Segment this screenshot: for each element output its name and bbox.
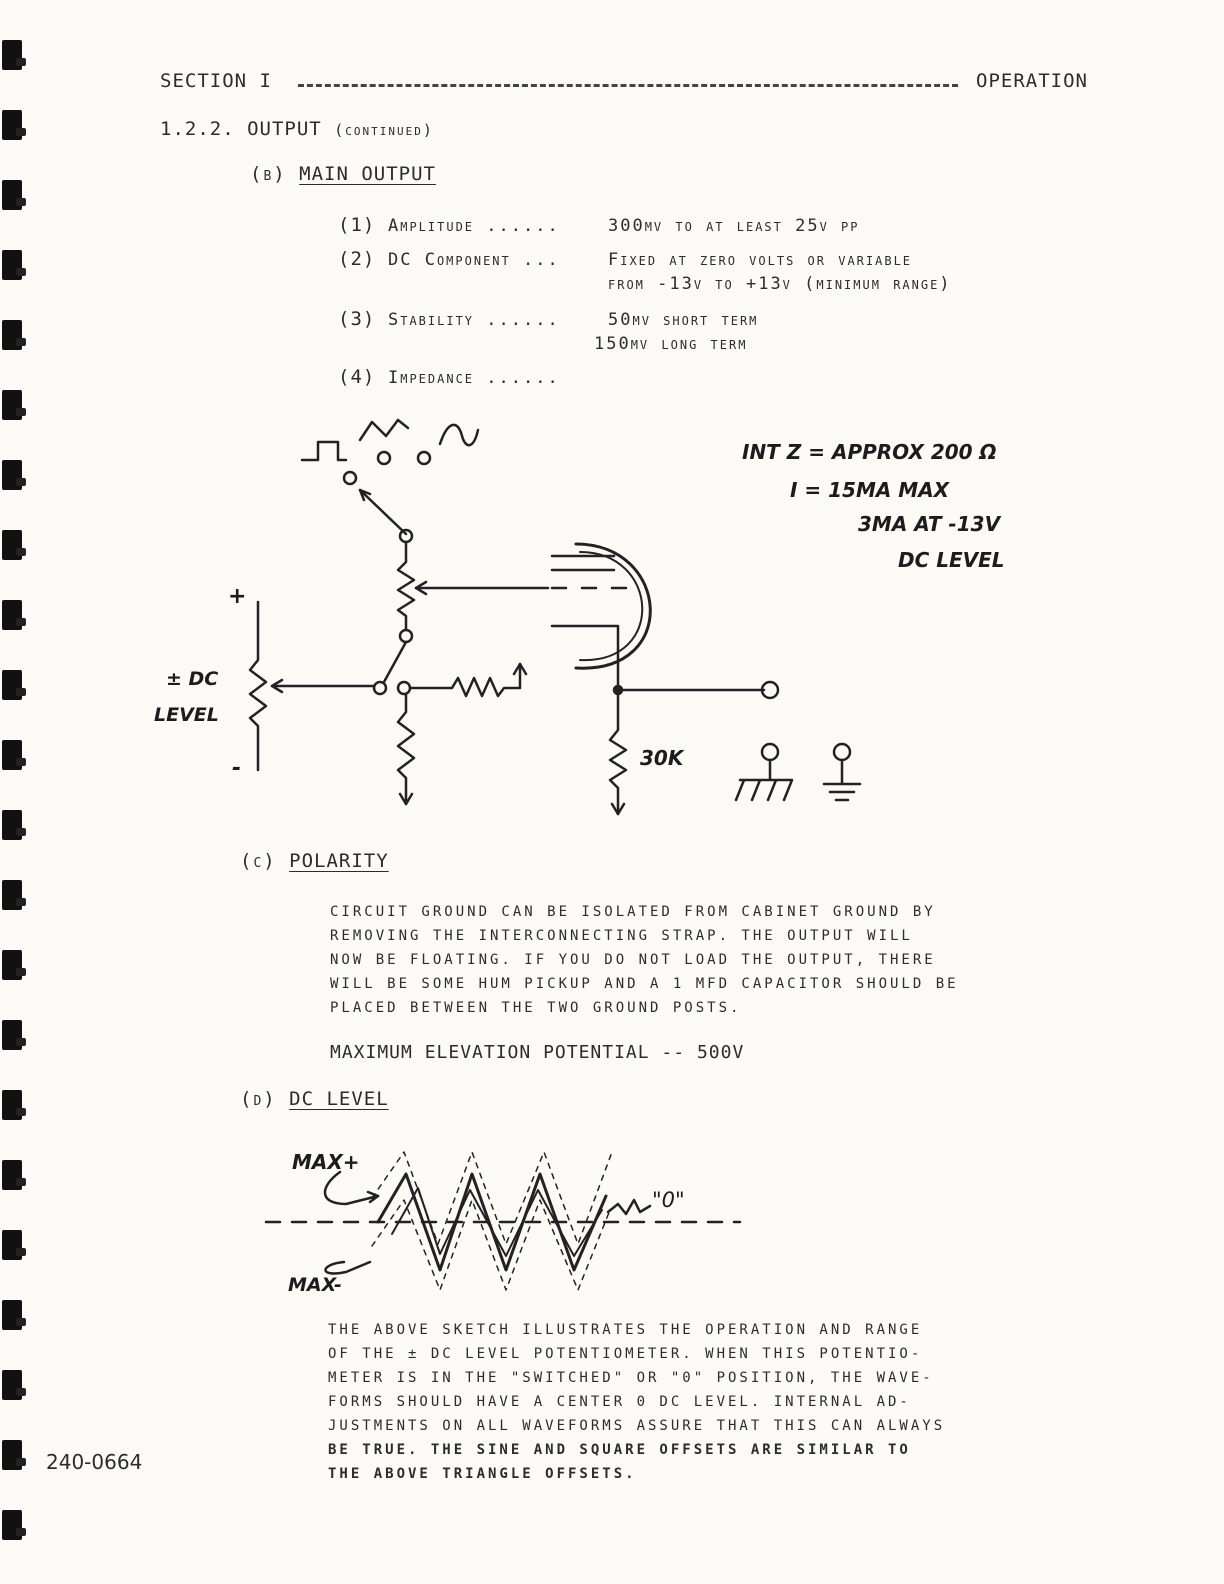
circuit-ground-post [834, 744, 850, 760]
level-label: LEVEL [154, 704, 219, 726]
max-minus-pointer [326, 1262, 371, 1273]
binding-hole [2, 880, 22, 910]
binding-hole [2, 250, 22, 280]
spec-item-3 [338, 308, 1058, 354]
selector-arm [360, 490, 406, 534]
binding-hole [2, 320, 22, 350]
binding-hole [2, 390, 22, 420]
spec-item-4 [338, 366, 1058, 388]
binding-hole [2, 810, 22, 840]
max-elevation: MAXIMUM ELEVATION POTENTIAL -- 500V [330, 1042, 745, 1063]
binding-hole [2, 1020, 22, 1050]
square-wave-icon [302, 442, 346, 460]
binding-hole [2, 1160, 22, 1190]
dc-level-heading [240, 1088, 389, 1110]
resistor-value-label: 30K [640, 746, 684, 770]
dc-level-paragraph [328, 1318, 1048, 1486]
switch-contact-triangle [378, 452, 390, 464]
document-number: 240-0664 [46, 1450, 143, 1474]
main-output-label: (b) [250, 163, 287, 185]
minus-sign: - [232, 756, 242, 781]
section-label: SECTION I [160, 70, 272, 92]
spec-number: (3) [338, 308, 376, 330]
spec-dc-level: DC LEVEL [898, 548, 1005, 572]
binding-hole [2, 670, 22, 700]
subsection-heading [160, 118, 434, 140]
binding-hole [2, 600, 22, 630]
paragraph-line: WILL BE SOME HUM PICKUP AND A 1 ΜFD CAPACITOR SHOULD BE [330, 976, 959, 992]
spec-int-z: INT Z = APPROX 200 Ω [742, 440, 997, 464]
binding-hole [2, 1230, 22, 1260]
max-plus-label: MAX+ [292, 1150, 360, 1174]
binding-hole [2, 1510, 22, 1540]
dc-level-label: (d) [240, 1088, 277, 1110]
spec-value: 50mv short term [608, 310, 759, 330]
spec-current-low: 3MA AT -13V [858, 512, 1001, 536]
spec-current: I = 15MA MAX [790, 478, 950, 502]
spec-number: (2) [338, 248, 376, 270]
subsection-number: 1.2.2. [160, 118, 235, 140]
polarity-label: (c) [240, 850, 277, 872]
binding-hole [2, 1090, 22, 1120]
binding-hole [2, 40, 22, 70]
paragraph-line: THE ABOVE TRIANGLE OFFSETS. [328, 1466, 637, 1482]
spec-number: (1) [338, 214, 376, 236]
switch-contact-sine [418, 452, 430, 464]
spec-name: Impedance ...... [388, 368, 560, 388]
binding-hole [2, 740, 22, 770]
paragraph-line: JUSTMENTS ON ALL WAVEFORMS ASSURE THAT THIS CAN ALWAYS [328, 1418, 946, 1434]
amplitude-potentiometer [398, 542, 414, 630]
subsection-continued: (continued) [334, 121, 434, 139]
max-minus-triangle-wave [372, 1200, 610, 1290]
main-output-heading [250, 163, 436, 185]
paragraph-line: CIRCUIT GROUND CAN BE ISOLATED FROM CABINET GROUND BY [330, 904, 936, 920]
binding-strip [0, 0, 40, 1584]
binding-hole [2, 110, 22, 140]
tube-cathode [552, 626, 618, 690]
spec-item-1 [338, 214, 1058, 236]
cathode-resistor [610, 690, 626, 814]
max-minus-label: MAX- [288, 1274, 342, 1296]
paragraph-line: NOW BE FLOATING. IF YOU DO NOT LOAD THE OUTPUT, THERE [330, 952, 936, 968]
header-dash-rule [298, 84, 958, 87]
spec-name: Stability ...... [388, 310, 560, 330]
paragraph-line: PLACED BETWEEN THE TWO GROUND POSTS. [330, 1000, 742, 1016]
spec-number: (4) [338, 366, 376, 388]
binding-hole [2, 1370, 22, 1400]
cabinet-ground-post [762, 744, 778, 760]
paragraph-line: THE ABOVE SKETCH ILLUSTRATES THE OPERATION AND RANGE [328, 1322, 923, 1338]
lower-resistor [398, 694, 414, 804]
zero-pointer [608, 1200, 650, 1214]
spec-value: 300mv to at least 25v pp [608, 216, 860, 236]
spec-value-line-2: from -13v to +13v (minimum range) [608, 274, 952, 294]
centered-triangle-wave [378, 1174, 606, 1270]
series-resistor [410, 664, 520, 696]
spec-value: Fixed at zero volts or variable [608, 250, 913, 270]
binding-hole [2, 180, 22, 210]
max-plus-pointer [325, 1172, 378, 1204]
paragraph-line: REMOVING THE INTERCONNECTING STRAP. THE OUTPUT WILL [330, 928, 913, 944]
main-output-title: MAIN OUTPUT [299, 163, 437, 185]
zero-label: "0" [652, 1188, 685, 1212]
polarity-paragraph [330, 900, 1050, 1020]
subsection-title: OUTPUT [247, 118, 322, 140]
plus-sign: + [228, 584, 247, 609]
dc-level-potentiometer [250, 602, 266, 770]
binding-hole [2, 530, 22, 560]
paragraph-line: OF THE ± DC LEVEL POTENTIOMETER. WHEN THIS POTENTIO- [328, 1346, 923, 1362]
max-plus-triangle-wave [372, 1152, 612, 1244]
sine-wave-icon [440, 425, 478, 445]
polarity-heading [240, 850, 389, 872]
spec-value-line-2: 150mv long term [594, 334, 748, 354]
paragraph-line: BE TRUE. THE SINE AND SQUARE OFFSETS ARE SIMILAR TO [328, 1442, 911, 1458]
output-post [762, 682, 778, 698]
dc-level-title: DC LEVEL [289, 1088, 389, 1110]
section-title: OPERATION [976, 70, 1088, 92]
binding-hole [2, 460, 22, 490]
dc-label: ± DC [166, 668, 219, 690]
binding-hole [2, 1300, 22, 1330]
paragraph-line: METER IS IN THE "SWITCHED" OR "0" POSITION, THE WAVE- [328, 1370, 934, 1386]
paragraph-line: FORMS SHOULD HAVE A CENTER 0 DC LEVEL. INTERNAL AD- [328, 1394, 911, 1410]
binding-hole [2, 1440, 22, 1470]
spec-name: DC Component ... [388, 250, 560, 270]
tube-anode [552, 556, 614, 570]
tube-envelope [576, 544, 650, 668]
spec-item-2 [338, 248, 1058, 294]
polarity-title: POLARITY [289, 850, 389, 872]
binding-hole [2, 950, 22, 980]
triangle-wave-icon [360, 420, 408, 440]
switch-contact-square [344, 472, 356, 484]
spec-name: Amplitude ...... [388, 216, 560, 236]
